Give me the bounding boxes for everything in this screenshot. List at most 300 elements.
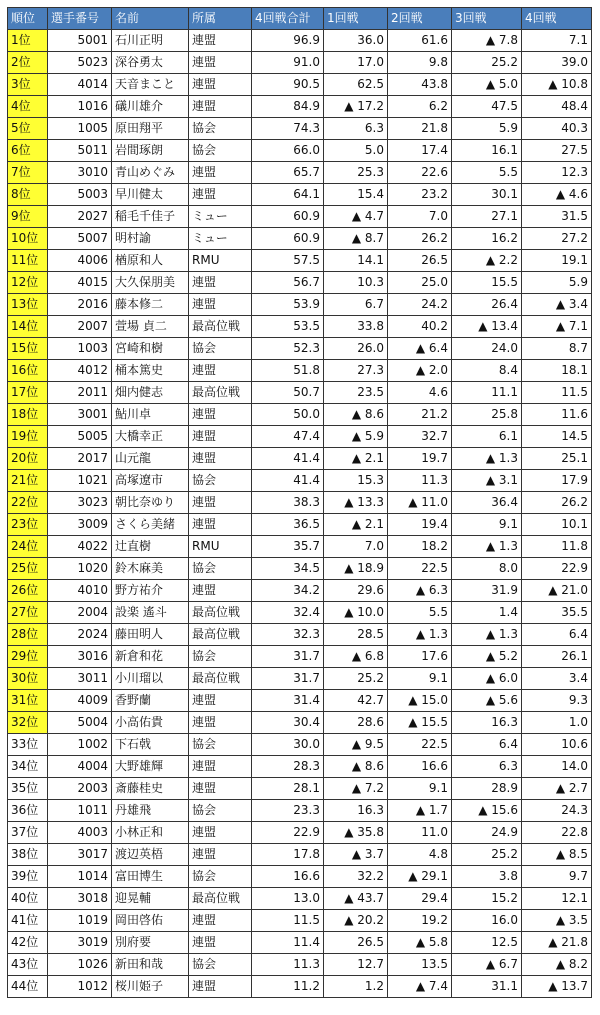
- cell-round-2: 11.3: [388, 470, 452, 492]
- cell-name: 鈴木麻美: [112, 558, 189, 580]
- cell-round-3: ▲ 13.4: [452, 316, 522, 338]
- cell-round-1: 27.3: [324, 360, 388, 382]
- cell-round-3: 3.8: [452, 866, 522, 888]
- cell-rank: 12位: [8, 272, 48, 294]
- cell-name: 斎藤桂史: [112, 778, 189, 800]
- cell-player-id: 1014: [48, 866, 112, 888]
- table-row: [8, 228, 592, 250]
- cell-rank: 25位: [8, 558, 48, 580]
- cell-round-3: 24.0: [452, 338, 522, 360]
- cell-round-3: ▲ 5.0: [452, 74, 522, 96]
- cell-round-2: 19.2: [388, 910, 452, 932]
- cell-round-3: 31.9: [452, 580, 522, 602]
- cell-player-id: 3001: [48, 404, 112, 426]
- cell-total: 53.5: [252, 316, 324, 338]
- cell-player-id: 5005: [48, 426, 112, 448]
- cell-total: 31.7: [252, 668, 324, 690]
- cell-round-4: ▲ 3.5: [522, 910, 592, 932]
- table-row: [8, 272, 592, 294]
- cell-round-3: 26.4: [452, 294, 522, 316]
- cell-round-4: 27.2: [522, 228, 592, 250]
- cell-player-id: 3011: [48, 668, 112, 690]
- cell-name: 深谷勇太: [112, 52, 189, 74]
- cell-round-1: 36.0: [324, 30, 388, 52]
- cell-rank: 27位: [8, 602, 48, 624]
- cell-name: 桜川姫子: [112, 976, 189, 998]
- header-round-1: 1回戦: [324, 8, 388, 30]
- cell-name: 設楽 遙斗: [112, 602, 189, 624]
- cell-rank: 36位: [8, 800, 48, 822]
- cell-rank: 2位: [8, 52, 48, 74]
- cell-total: 50.7: [252, 382, 324, 404]
- cell-round-1: 10.3: [324, 272, 388, 294]
- cell-player-id: 3018: [48, 888, 112, 910]
- cell-player-id: 5007: [48, 228, 112, 250]
- cell-round-1: ▲ 8.7: [324, 228, 388, 250]
- cell-round-1: ▲ 6.8: [324, 646, 388, 668]
- cell-round-3: ▲ 15.6: [452, 800, 522, 822]
- cell-rank: 7位: [8, 162, 48, 184]
- cell-round-4: 22.9: [522, 558, 592, 580]
- cell-affiliation: ミュー: [189, 228, 252, 250]
- cell-round-2: ▲ 15.0: [388, 690, 452, 712]
- cell-round-1: 28.6: [324, 712, 388, 734]
- cell-round-2: 13.5: [388, 954, 452, 976]
- cell-round-4: 12.1: [522, 888, 592, 910]
- cell-total: 23.3: [252, 800, 324, 822]
- cell-player-id: 4006: [48, 250, 112, 272]
- cell-total: 50.0: [252, 404, 324, 426]
- cell-round-1: 23.5: [324, 382, 388, 404]
- cell-rank: 15位: [8, 338, 48, 360]
- cell-round-1: ▲ 5.9: [324, 426, 388, 448]
- cell-total: 56.7: [252, 272, 324, 294]
- cell-rank: 38位: [8, 844, 48, 866]
- table-row: [8, 338, 592, 360]
- cell-name: 小川瑠以: [112, 668, 189, 690]
- cell-rank: 40位: [8, 888, 48, 910]
- cell-total: 32.4: [252, 602, 324, 624]
- cell-total: 52.3: [252, 338, 324, 360]
- cell-round-4: 18.1: [522, 360, 592, 382]
- cell-rank: 41位: [8, 910, 48, 932]
- cell-round-2: 4.6: [388, 382, 452, 404]
- table-row: [8, 360, 592, 382]
- cell-affiliation: 連盟: [189, 580, 252, 602]
- cell-round-3: ▲ 1.3: [452, 536, 522, 558]
- cell-total: 60.9: [252, 228, 324, 250]
- ranking-table: [7, 7, 592, 998]
- table-row: [8, 910, 592, 932]
- cell-round-1: ▲ 13.3: [324, 492, 388, 514]
- table-row: [8, 514, 592, 536]
- cell-round-3: 16.1: [452, 140, 522, 162]
- cell-total: 28.3: [252, 756, 324, 778]
- cell-round-1: ▲ 7.2: [324, 778, 388, 800]
- cell-total: 84.9: [252, 96, 324, 118]
- table-row: [8, 250, 592, 272]
- cell-player-id: 5004: [48, 712, 112, 734]
- header-name: 名前: [112, 8, 189, 30]
- cell-name: 萱場 貞二: [112, 316, 189, 338]
- cell-round-4: 11.6: [522, 404, 592, 426]
- cell-total: 47.4: [252, 426, 324, 448]
- cell-round-1: 12.7: [324, 954, 388, 976]
- cell-total: 30.4: [252, 712, 324, 734]
- cell-round-1: 33.8: [324, 316, 388, 338]
- cell-player-id: 2024: [48, 624, 112, 646]
- cell-affiliation: 協会: [189, 954, 252, 976]
- cell-name: 鮎川卓: [112, 404, 189, 426]
- cell-total: 34.5: [252, 558, 324, 580]
- cell-total: 38.3: [252, 492, 324, 514]
- cell-round-3: 25.8: [452, 404, 522, 426]
- cell-rank: 10位: [8, 228, 48, 250]
- cell-round-2: 61.6: [388, 30, 452, 52]
- table-row: [8, 206, 592, 228]
- cell-affiliation: ミュー: [189, 206, 252, 228]
- cell-rank: 34位: [8, 756, 48, 778]
- cell-total: 90.5: [252, 74, 324, 96]
- cell-player-id: 4022: [48, 536, 112, 558]
- cell-player-id: 2011: [48, 382, 112, 404]
- cell-player-id: 1005: [48, 118, 112, 140]
- table-row: [8, 778, 592, 800]
- cell-round-3: ▲ 5.6: [452, 690, 522, 712]
- cell-round-3: ▲ 5.2: [452, 646, 522, 668]
- cell-player-id: 4015: [48, 272, 112, 294]
- cell-round-4: 7.1: [522, 30, 592, 52]
- cell-round-3: 6.3: [452, 756, 522, 778]
- cell-rank: 30位: [8, 668, 48, 690]
- cell-rank: 39位: [8, 866, 48, 888]
- cell-rank: 3位: [8, 74, 48, 96]
- cell-name: 別府要: [112, 932, 189, 954]
- cell-total: 34.2: [252, 580, 324, 602]
- cell-round-1: 16.3: [324, 800, 388, 822]
- cell-player-id: 1021: [48, 470, 112, 492]
- cell-rank: 23位: [8, 514, 48, 536]
- cell-round-2: ▲ 6.3: [388, 580, 452, 602]
- cell-affiliation: 連盟: [189, 74, 252, 96]
- cell-name: さくら美緒: [112, 514, 189, 536]
- cell-round-3: 6.1: [452, 426, 522, 448]
- cell-round-1: 14.1: [324, 250, 388, 272]
- cell-round-4: ▲ 13.7: [522, 976, 592, 998]
- cell-round-3: 28.9: [452, 778, 522, 800]
- cell-rank: 24位: [8, 536, 48, 558]
- cell-player-id: 4009: [48, 690, 112, 712]
- cell-total: 28.1: [252, 778, 324, 800]
- cell-total: 74.3: [252, 118, 324, 140]
- cell-round-3: 47.5: [452, 96, 522, 118]
- cell-affiliation: RMU: [189, 536, 252, 558]
- cell-round-1: 7.0: [324, 536, 388, 558]
- cell-player-id: 4010: [48, 580, 112, 602]
- cell-round-4: 1.0: [522, 712, 592, 734]
- cell-affiliation: 最高位戦: [189, 668, 252, 690]
- cell-round-4: 27.5: [522, 140, 592, 162]
- cell-name: 楢原和人: [112, 250, 189, 272]
- cell-player-id: 4012: [48, 360, 112, 382]
- cell-round-1: ▲ 20.2: [324, 910, 388, 932]
- cell-round-3: ▲ 1.3: [452, 624, 522, 646]
- cell-total: 11.3: [252, 954, 324, 976]
- table-row: [8, 976, 592, 998]
- table-row: [8, 162, 592, 184]
- cell-rank: 43位: [8, 954, 48, 976]
- cell-round-4: 39.0: [522, 52, 592, 74]
- cell-round-4: ▲ 8.5: [522, 844, 592, 866]
- cell-round-4: 22.8: [522, 822, 592, 844]
- cell-player-id: 3009: [48, 514, 112, 536]
- cell-round-3: ▲ 3.1: [452, 470, 522, 492]
- cell-round-3: ▲ 2.2: [452, 250, 522, 272]
- table-row: [8, 954, 592, 976]
- cell-total: 65.7: [252, 162, 324, 184]
- cell-round-1: ▲ 2.1: [324, 448, 388, 470]
- cell-round-4: ▲ 8.2: [522, 954, 592, 976]
- cell-round-2: 16.6: [388, 756, 452, 778]
- cell-rank: 13位: [8, 294, 48, 316]
- cell-player-id: 1016: [48, 96, 112, 118]
- cell-round-3: 6.4: [452, 734, 522, 756]
- cell-round-2: 32.7: [388, 426, 452, 448]
- cell-round-1: 5.0: [324, 140, 388, 162]
- cell-affiliation: 連盟: [189, 96, 252, 118]
- cell-player-id: 5003: [48, 184, 112, 206]
- cell-round-3: 5.9: [452, 118, 522, 140]
- cell-affiliation: 最高位戦: [189, 382, 252, 404]
- cell-round-1: 1.2: [324, 976, 388, 998]
- cell-affiliation: 連盟: [189, 778, 252, 800]
- cell-total: 60.9: [252, 206, 324, 228]
- cell-affiliation: 連盟: [189, 756, 252, 778]
- cell-round-2: 25.0: [388, 272, 452, 294]
- cell-round-2: 9.1: [388, 778, 452, 800]
- cell-round-1: ▲ 17.2: [324, 96, 388, 118]
- cell-round-2: ▲ 1.7: [388, 800, 452, 822]
- cell-round-4: 12.3: [522, 162, 592, 184]
- cell-total: 11.4: [252, 932, 324, 954]
- cell-round-4: ▲ 21.8: [522, 932, 592, 954]
- cell-name: 岡田啓佑: [112, 910, 189, 932]
- cell-rank: 16位: [8, 360, 48, 382]
- cell-round-2: 11.0: [388, 822, 452, 844]
- table-row: [8, 844, 592, 866]
- cell-round-3: 24.9: [452, 822, 522, 844]
- cell-total: 22.9: [252, 822, 324, 844]
- cell-affiliation: 協会: [189, 558, 252, 580]
- cell-affiliation: 連盟: [189, 492, 252, 514]
- cell-round-1: ▲ 4.7: [324, 206, 388, 228]
- cell-affiliation: 連盟: [189, 30, 252, 52]
- cell-round-3: 16.0: [452, 910, 522, 932]
- cell-round-4: 48.4: [522, 96, 592, 118]
- cell-affiliation: 協会: [189, 646, 252, 668]
- cell-affiliation: 連盟: [189, 690, 252, 712]
- cell-name: 新田和哉: [112, 954, 189, 976]
- cell-name: 大野雄輝: [112, 756, 189, 778]
- table-row: [8, 316, 592, 338]
- cell-round-2: 26.5: [388, 250, 452, 272]
- table-row: [8, 690, 592, 712]
- cell-round-4: 6.4: [522, 624, 592, 646]
- cell-round-4: 10.1: [522, 514, 592, 536]
- cell-player-id: 3016: [48, 646, 112, 668]
- cell-round-4: 35.5: [522, 602, 592, 624]
- cell-total: 96.9: [252, 30, 324, 52]
- cell-rank: 9位: [8, 206, 48, 228]
- cell-round-2: 6.2: [388, 96, 452, 118]
- table-row: [8, 382, 592, 404]
- cell-rank: 18位: [8, 404, 48, 426]
- cell-round-2: 22.5: [388, 734, 452, 756]
- cell-name: 香野蘭: [112, 690, 189, 712]
- cell-round-1: ▲ 8.6: [324, 404, 388, 426]
- cell-round-2: 22.6: [388, 162, 452, 184]
- table-row: [8, 426, 592, 448]
- cell-round-3: 30.1: [452, 184, 522, 206]
- cell-round-1: 32.2: [324, 866, 388, 888]
- cell-round-2: 23.2: [388, 184, 452, 206]
- cell-total: 36.5: [252, 514, 324, 536]
- cell-round-3: ▲ 7.8: [452, 30, 522, 52]
- cell-affiliation: 連盟: [189, 52, 252, 74]
- cell-affiliation: 協会: [189, 140, 252, 162]
- cell-round-1: ▲ 18.9: [324, 558, 388, 580]
- table-row: [8, 404, 592, 426]
- cell-name: 原田翔平: [112, 118, 189, 140]
- cell-name: 大久保朋美: [112, 272, 189, 294]
- cell-name: 下石戟: [112, 734, 189, 756]
- cell-round-3: 16.3: [452, 712, 522, 734]
- cell-affiliation: 連盟: [189, 404, 252, 426]
- cell-total: 57.5: [252, 250, 324, 272]
- cell-rank: 6位: [8, 140, 48, 162]
- table-row: [8, 668, 592, 690]
- cell-player-id: 5023: [48, 52, 112, 74]
- cell-affiliation: 最高位戦: [189, 316, 252, 338]
- cell-round-3: 15.5: [452, 272, 522, 294]
- table-row: [8, 470, 592, 492]
- table-row: [8, 492, 592, 514]
- cell-round-1: ▲ 10.0: [324, 602, 388, 624]
- cell-rank: 22位: [8, 492, 48, 514]
- cell-name: 新倉和花: [112, 646, 189, 668]
- cell-round-1: ▲ 3.7: [324, 844, 388, 866]
- cell-round-3: 15.2: [452, 888, 522, 910]
- cell-name: 藤本修二: [112, 294, 189, 316]
- cell-round-1: ▲ 9.5: [324, 734, 388, 756]
- cell-round-1: ▲ 43.7: [324, 888, 388, 910]
- cell-round-3: ▲ 6.0: [452, 668, 522, 690]
- cell-name: 藤田明人: [112, 624, 189, 646]
- cell-name: 明村諭: [112, 228, 189, 250]
- cell-rank: 17位: [8, 382, 48, 404]
- cell-round-1: 15.3: [324, 470, 388, 492]
- cell-round-1: 42.7: [324, 690, 388, 712]
- ranking-table-container: [7, 7, 592, 998]
- cell-round-2: 19.7: [388, 448, 452, 470]
- cell-total: 31.7: [252, 646, 324, 668]
- cell-round-2: ▲ 15.5: [388, 712, 452, 734]
- cell-affiliation: 協会: [189, 800, 252, 822]
- cell-round-1: ▲ 8.6: [324, 756, 388, 778]
- cell-affiliation: 連盟: [189, 822, 252, 844]
- cell-round-1: 29.6: [324, 580, 388, 602]
- cell-affiliation: 連盟: [189, 272, 252, 294]
- cell-affiliation: 連盟: [189, 976, 252, 998]
- cell-round-2: 18.2: [388, 536, 452, 558]
- cell-affiliation: 連盟: [189, 162, 252, 184]
- cell-total: 35.7: [252, 536, 324, 558]
- table-row: [8, 96, 592, 118]
- header-round-4: 4回戦: [522, 8, 592, 30]
- cell-round-1: 62.5: [324, 74, 388, 96]
- cell-name: 青山めぐみ: [112, 162, 189, 184]
- cell-round-2: 19.4: [388, 514, 452, 536]
- header-round-2: 2回戦: [388, 8, 452, 30]
- cell-player-id: 1011: [48, 800, 112, 822]
- cell-round-2: 7.0: [388, 206, 452, 228]
- cell-round-1: 25.2: [324, 668, 388, 690]
- cell-round-4: ▲ 3.4: [522, 294, 592, 316]
- cell-total: 11.5: [252, 910, 324, 932]
- cell-name: 富田博生: [112, 866, 189, 888]
- cell-rank: 28位: [8, 624, 48, 646]
- cell-round-4: 14.0: [522, 756, 592, 778]
- table-row: [8, 118, 592, 140]
- table-row: [8, 866, 592, 888]
- cell-affiliation: RMU: [189, 250, 252, 272]
- cell-affiliation: 協会: [189, 734, 252, 756]
- table-row: [8, 448, 592, 470]
- cell-name: 桶本篤史: [112, 360, 189, 382]
- cell-round-1: 25.3: [324, 162, 388, 184]
- cell-player-id: 1003: [48, 338, 112, 360]
- cell-round-2: 29.4: [388, 888, 452, 910]
- cell-name: 早川健太: [112, 184, 189, 206]
- cell-round-3: 12.5: [452, 932, 522, 954]
- table-row: [8, 734, 592, 756]
- cell-round-4: 19.1: [522, 250, 592, 272]
- cell-rank: 11位: [8, 250, 48, 272]
- table-row: [8, 580, 592, 602]
- cell-rank: 1位: [8, 30, 48, 52]
- header-round-3: 3回戦: [452, 8, 522, 30]
- cell-round-3: 27.1: [452, 206, 522, 228]
- cell-round-3: 8.0: [452, 558, 522, 580]
- cell-round-2: ▲ 29.1: [388, 866, 452, 888]
- cell-round-4: ▲ 7.1: [522, 316, 592, 338]
- cell-affiliation: 連盟: [189, 294, 252, 316]
- cell-total: 32.3: [252, 624, 324, 646]
- cell-affiliation: 最高位戦: [189, 888, 252, 910]
- cell-round-3: 25.2: [452, 52, 522, 74]
- cell-round-3: ▲ 1.3: [452, 448, 522, 470]
- cell-affiliation: 連盟: [189, 448, 252, 470]
- cell-rank: 31位: [8, 690, 48, 712]
- cell-affiliation: 連盟: [189, 360, 252, 382]
- cell-round-2: ▲ 11.0: [388, 492, 452, 514]
- cell-player-id: 3017: [48, 844, 112, 866]
- cell-name: 石川正明: [112, 30, 189, 52]
- cell-round-3: 36.4: [452, 492, 522, 514]
- cell-affiliation: 協会: [189, 118, 252, 140]
- cell-name: 高塚遼市: [112, 470, 189, 492]
- cell-name: 稲毛千佳子: [112, 206, 189, 228]
